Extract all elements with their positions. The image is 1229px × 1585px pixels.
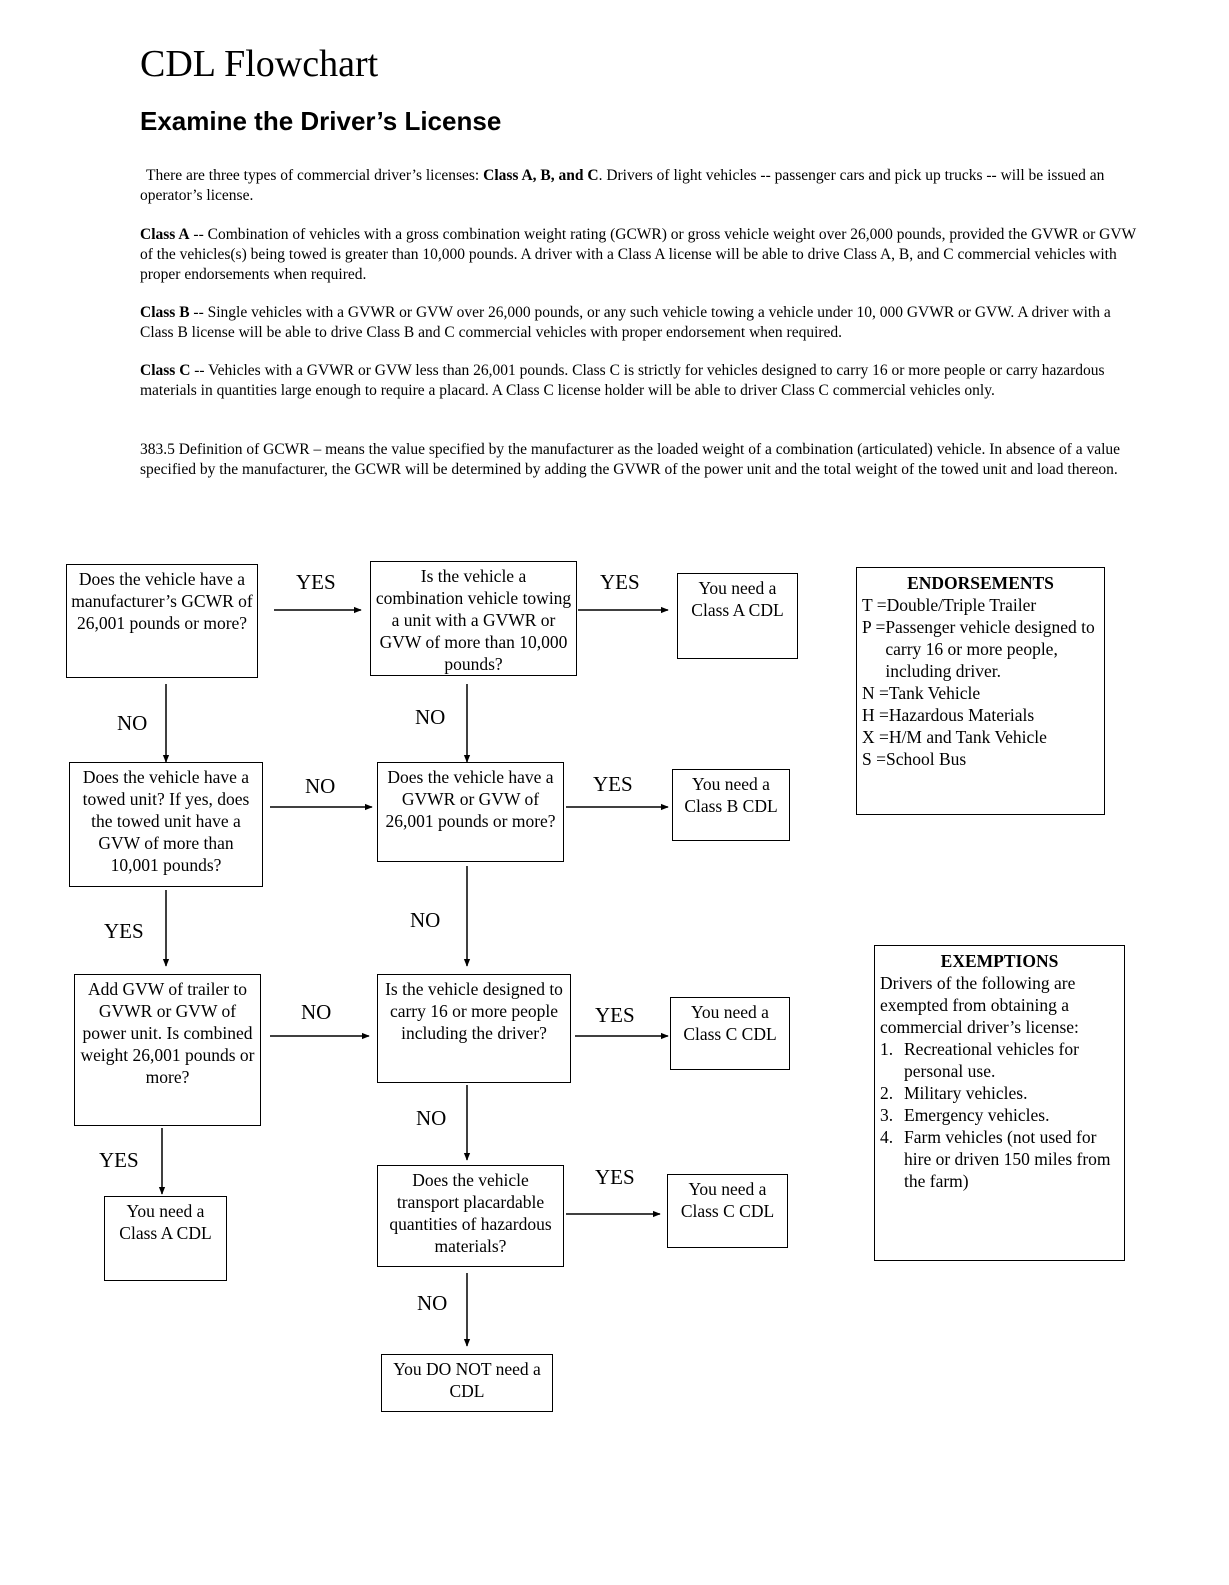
exemptions-title: EXEMPTIONS	[940, 951, 1059, 971]
gcwr-definition: 383.5 Definition of GCWR – means the value specified by the manufacturer as the loaded weight of a combination (articulated) vehicle. In absence of a value specified by the manufacturer, the GCWR will be determined by adding the GVWR of the power unit and the total weight of the towed unit and load thereon.	[140, 441, 1121, 478]
intro-text: There are three types of commercial driver’s licenses:	[146, 167, 484, 184]
label-yes-4: YES	[104, 919, 144, 943]
class-a-text: -- Combination of vehicles with a gross combination weight rating (GCWR) or gross vehicle weight over 26,000 pounds, provided the GVWR or GVW of the vehicles(s) being towed is greater than 10,000 pounds. A driver with a Class A license will be able to drive Class A, B, and C commercial vehicles with proper endorsements when required.	[140, 226, 1136, 283]
label-yes-6: YES	[99, 1148, 139, 1172]
exemptions-box	[874, 945, 1125, 1261]
label-yes-3: YES	[593, 772, 633, 796]
exemption-item	[880, 1082, 1119, 1104]
question-gcwr: Does the vehicle have a manufacturer’s GCWR of 26,001 pounds or more?	[66, 564, 258, 678]
result-class-c-1: You need a Class C CDL	[670, 997, 790, 1070]
exemption-text: Military vehicles.	[904, 1083, 1028, 1103]
intro-bold: Class A, B, and C	[483, 167, 599, 184]
endorsements-title: ENDORSEMENTS	[907, 573, 1054, 593]
exemption-item	[880, 1038, 1119, 1082]
endorsement-code: H =	[862, 705, 889, 725]
exemption-item	[880, 1104, 1119, 1126]
endorsement-text: Hazardous Materials	[888, 705, 1035, 725]
question-add-gvw: Add GVW of trailer to GVWR or GVW of power unit. Is combined weight 26,001 pounds or more?	[74, 974, 261, 1126]
label-yes-2: YES	[600, 570, 640, 594]
endorsement-text: Passenger vehicle designed to carry 16 or more people, including driver.	[885, 617, 1095, 681]
class-c-text: -- Vehicles with a GVWR or GVW less than 26,001 pounds. Class C is strictly for vehicles designed to carry 16 or more people or carry hazardous materials in quantities large enough to require a placard. A Class C license holder will be able to driver Class C commercial vehicles only.	[140, 362, 1105, 399]
result-class-a-bottom: You need a Class A CDL	[104, 1196, 227, 1281]
label-no-2: NO	[415, 705, 446, 729]
endorsement-code: S =	[862, 749, 886, 769]
class-b-label: Class B	[140, 304, 190, 321]
exemptions-intro: Drivers of the following are exempted from obtaining a commercial driver’s license:	[880, 973, 1079, 1037]
label-no-7: NO	[417, 1291, 448, 1315]
exemption-text: Recreational vehicles for personal use.	[904, 1039, 1079, 1081]
exemption-number: 1.	[880, 1039, 894, 1059]
endorsement-item	[862, 594, 1099, 616]
page-subtitle: Examine the Driver’s License	[140, 106, 502, 136]
endorsement-item	[862, 726, 1099, 748]
class-a-label: Class A	[140, 226, 190, 243]
exemption-number: 3.	[880, 1105, 894, 1125]
endorsement-text: School Bus	[885, 749, 967, 769]
endorsement-code: X =	[862, 727, 889, 747]
label-no-4: NO	[410, 908, 441, 932]
endorsement-code: N =	[862, 683, 889, 703]
result-class-a-top: You need a Class A CDL	[677, 573, 798, 659]
endorsement-code: T =	[862, 595, 887, 615]
exemption-text: Emergency vehicles.	[904, 1105, 1050, 1125]
label-yes-5: YES	[595, 1003, 635, 1027]
endorsement-item	[862, 682, 1099, 704]
label-no-6: NO	[416, 1106, 447, 1130]
page-title: CDL Flowchart	[140, 43, 379, 85]
label-no-1: NO	[117, 711, 148, 735]
exemption-item	[880, 1126, 1119, 1192]
label-yes-7: YES	[595, 1165, 635, 1189]
label-yes-1: YES	[296, 570, 336, 594]
question-gvwr: Does the vehicle have a GVWR or GVW of 26,001 pounds or more?	[377, 762, 564, 862]
question-hazmat: Does the vehicle transport placardable quantities of hazardous materials?	[377, 1165, 564, 1267]
result-no-cdl: You DO NOT need a CDL	[381, 1354, 553, 1412]
endorsement-item	[862, 748, 1099, 770]
label-no-3: NO	[305, 774, 336, 798]
endorsements-box	[856, 567, 1105, 815]
label-no-5: NO	[301, 1000, 332, 1024]
result-class-c-2: You need a Class C CDL	[667, 1174, 788, 1248]
result-class-b: You need a Class B CDL	[672, 769, 790, 841]
endorsement-item	[862, 616, 1099, 682]
class-c-label: Class C	[140, 362, 191, 379]
exemption-number: 4.	[880, 1127, 894, 1147]
class-b-text: -- Single vehicles with a GVWR or GVW over 26,000 pounds, or any such vehicle towing a vehicle under 10, 000 GVWR or GVW. A driver with a Class B license will be able to drive Class B and C commercial vehicles with proper endorsement when required.	[140, 304, 1111, 341]
endorsement-text: Double/Triple Trailer	[886, 595, 1037, 615]
endorsement-code: P =	[862, 617, 886, 637]
intro-text-end: . Drivers of light vehicles -- passenger cars and pick up trucks -- will be issued an operator’s license.	[140, 167, 1105, 204]
question-combination: Is the vehicle a combination vehicle towing a unit with a GVWR or GVW of more than 10,000 pounds?	[370, 561, 577, 676]
endorsement-item	[862, 704, 1099, 726]
endorsement-text: H/M and Tank Vehicle	[888, 727, 1047, 747]
endorsement-text: Tank Vehicle	[888, 683, 981, 703]
question-16-people: Is the vehicle designed to carry 16 or more people including the driver?	[377, 974, 571, 1083]
exemption-text: Farm vehicles (not used for hire or driven 150 miles from the farm)	[904, 1127, 1111, 1191]
exemption-number: 2.	[880, 1083, 894, 1103]
question-towed-unit: Does the vehicle have a towed unit? If yes, does the towed unit have a GVW of more than 10,001 pounds?	[69, 762, 263, 887]
